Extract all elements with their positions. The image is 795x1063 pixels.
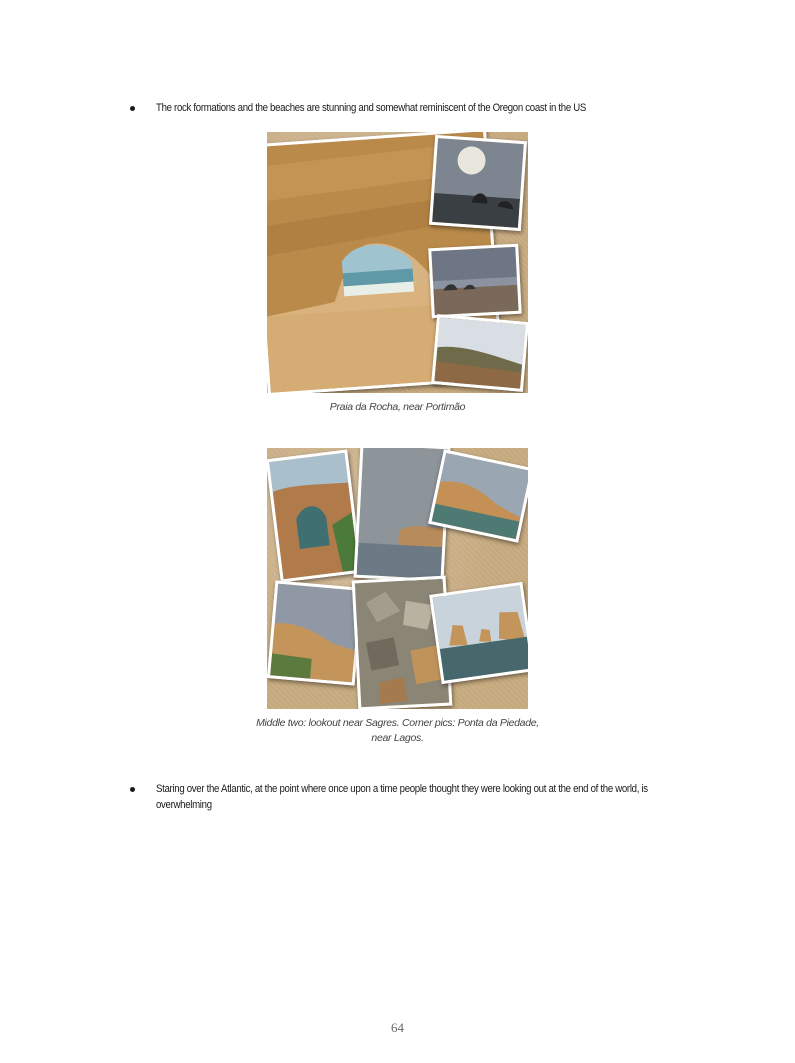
page-number: 64	[391, 1020, 404, 1035]
bullet-item	[130, 100, 690, 118]
bullet-text: Staring over the Atlantic, at the point where once upon a time people thought they were looking out at the end of the world, is overwhelming	[156, 783, 648, 811]
photo-sea-stacks-bottom-right	[429, 582, 528, 684]
photo-cliff-coast	[431, 314, 528, 392]
photo-collage-praia-da-rocha	[267, 132, 528, 393]
photo-collage-sagres-lagos	[267, 448, 528, 709]
caption-sagres-lagos	[240, 716, 555, 746]
bullet-item	[130, 781, 690, 817]
bullet-icon	[130, 106, 135, 111]
bullet-icon	[130, 787, 135, 792]
caption-praia-da-rocha	[267, 400, 528, 415]
photo-cliffs-bottom-left	[267, 580, 363, 685]
photo-beach-clouds	[428, 244, 522, 319]
photo-rock-arch-piedade	[267, 449, 362, 582]
caption-line-2: near Lagos.	[371, 732, 424, 744]
caption-line-1: Middle two: lookout near Sagres. Corner pics: Ponta da Piedade,	[256, 717, 539, 729]
bullet-text: The rock formations and the beaches are stunning and somewhat reminiscent of the Oregon coast in the US	[156, 102, 587, 114]
caption-text: Praia da Rocha, near Portimão	[329, 401, 466, 413]
photo-sea-stacks-sunset	[429, 135, 527, 231]
